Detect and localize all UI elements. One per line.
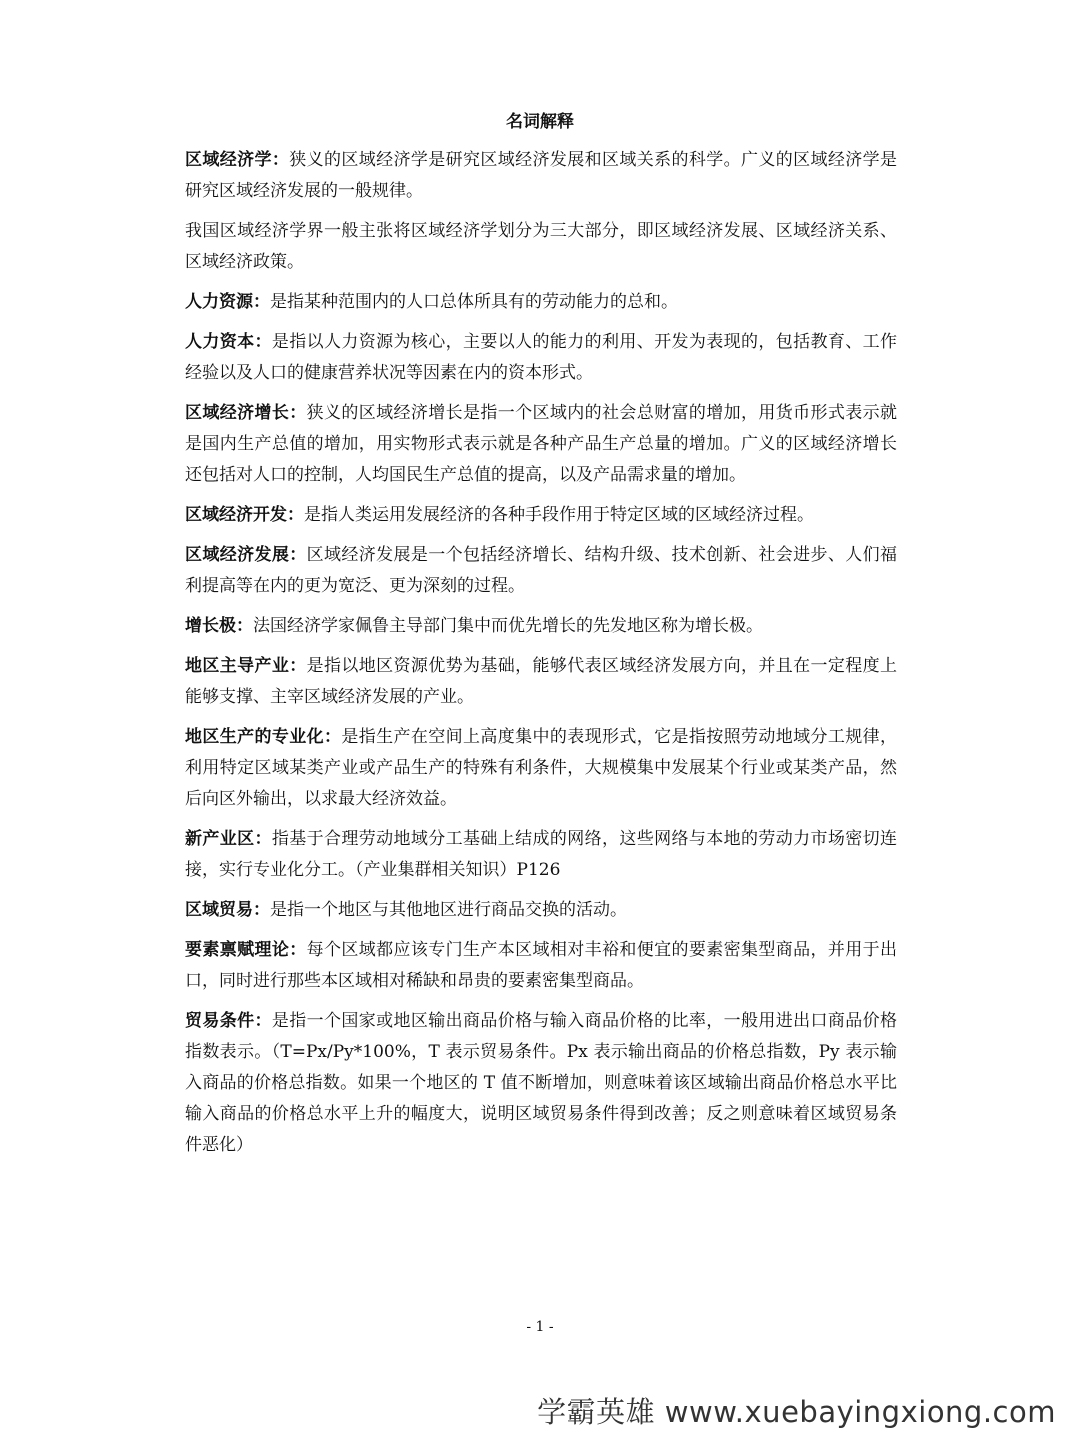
entry-text: 指基于合理劳动地域分工基础上结成的网络，这些网络与本地的劳动力市场密切连接，实行专业化分工。（产业集群相关知识）P126 [185,829,897,880]
entry-term: 增长极： [185,616,253,636]
entry-text: 狭义的区域经济学是研究区域经济发展和区域关系的科学。广义的区域经济学是研究区域经济发展的一般规律。 [185,150,897,201]
page-number: - 1 - [526,1319,554,1335]
entry-term: 区域贸易： [185,900,270,920]
page-title: 名词解释 [506,112,574,132]
glossary-entry [185,327,897,389]
entry-term: 区域经济开发： [185,505,304,525]
entry-term: 地区主导产业： [185,656,307,676]
entry-text: 是指某种范围内的人口总体所具有的劳动能力的总和。 [270,292,678,312]
glossary-entry [185,895,897,926]
entry-text: 是指一个国家或地区输出商品价格与输入商品价格的比率，一般用进出口商品价格指数表示。（T=Px/Py*100%，T 表示贸易条件。Px 表示输出商品的价格总指数，Py 表示输入商品的价格总指数。如果一个地区的 T 值不断增加，则意味着该区域输出商品价格总水平比输入商品的价格总水平上升的幅度大，说明区域贸易条件得到改善；反之则意味着区域贸易条件恶化） [185,1011,897,1155]
glossary-entry [185,145,897,207]
glossary-entry [185,540,897,602]
glossary-entry [185,722,897,815]
entry-term: 要素禀赋理论： [185,940,307,960]
glossary-entry [185,500,897,531]
entry-text: 我国区域经济学界一般主张将区域经济学划分为三大部分，即区域经济发展、区域经济关系、区域经济政策。 [185,221,897,272]
glossary-entry [185,398,897,491]
entry-text: 是指人类运用发展经济的各种手段作用于特定区域的区域经济过程。 [304,505,814,525]
entry-term: 贸易条件： [185,1011,272,1031]
glossary-entry [185,611,897,642]
site-watermark: 学霸英雄 www.xuebayingxiong.com [537,1395,1056,1429]
entry-term: 人力资本： [185,332,272,352]
glossary-entry [185,651,897,713]
glossary-entry [185,824,897,886]
entry-term: 区域经济增长： [185,403,307,423]
entry-text: 是指生产在空间上高度集中的表现形式，它是指按照劳动地域分工规律，利用特定区域某类产业或产品生产的特殊有利条件，大规模集中发展某个行业或某类产品，然后向区外输出，以求最大经济效益。 [185,727,897,809]
entry-term: 区域经济发展： [185,545,307,565]
glossary-entry [185,216,897,278]
entry-text: 区域经济发展是一个包括经济增长、结构升级、技术创新、社会进步、人们福利提高等在内的更为宽泛、更为深刻的过程。 [185,545,897,596]
entry-term: 新产业区： [185,829,272,849]
entry-text: 是指以地区资源优势为基础，能够代表区域经济发展方向，并且在一定程度上能够支撑、主宰区域经济发展的产业。 [185,656,897,707]
entry-term: 区域经济学： [185,150,290,170]
entry-term: 地区生产的专业化： [185,727,342,747]
entry-text: 法国经济学家佩鲁主导部门集中而优先增长的先发地区称为增长极。 [253,616,763,636]
entry-text: 是指以人力资源为核心，主要以人的能力的利用、开发为表现的，包括教育、工作经验以及人口的健康营养状况等因素在内的资本形式。 [185,332,897,383]
entry-text: 每个区域都应该专门生产本区域相对丰裕和便宜的要素密集型商品，并用于出口，同时进行那些本区域相对稀缺和昂贵的要素密集型商品。 [185,940,897,991]
glossary-content [185,145,897,1170]
entry-text: 是指一个地区与其他地区进行商品交换的活动。 [270,900,627,920]
glossary-entry [185,1006,897,1161]
entry-text: 狭义的区域经济增长是指一个区域内的社会总财富的增加，用货币形式表示就是国内生产总值的增加，用实物形式表示就是各种产品生产总量的增加。广义的区域经济增长还包括对人口的控制，人均国民生产总值的提高，以及产品需求量的增加。 [185,403,897,485]
glossary-entry [185,935,897,997]
entry-term: 人力资源： [185,292,270,312]
glossary-entry [185,287,897,318]
